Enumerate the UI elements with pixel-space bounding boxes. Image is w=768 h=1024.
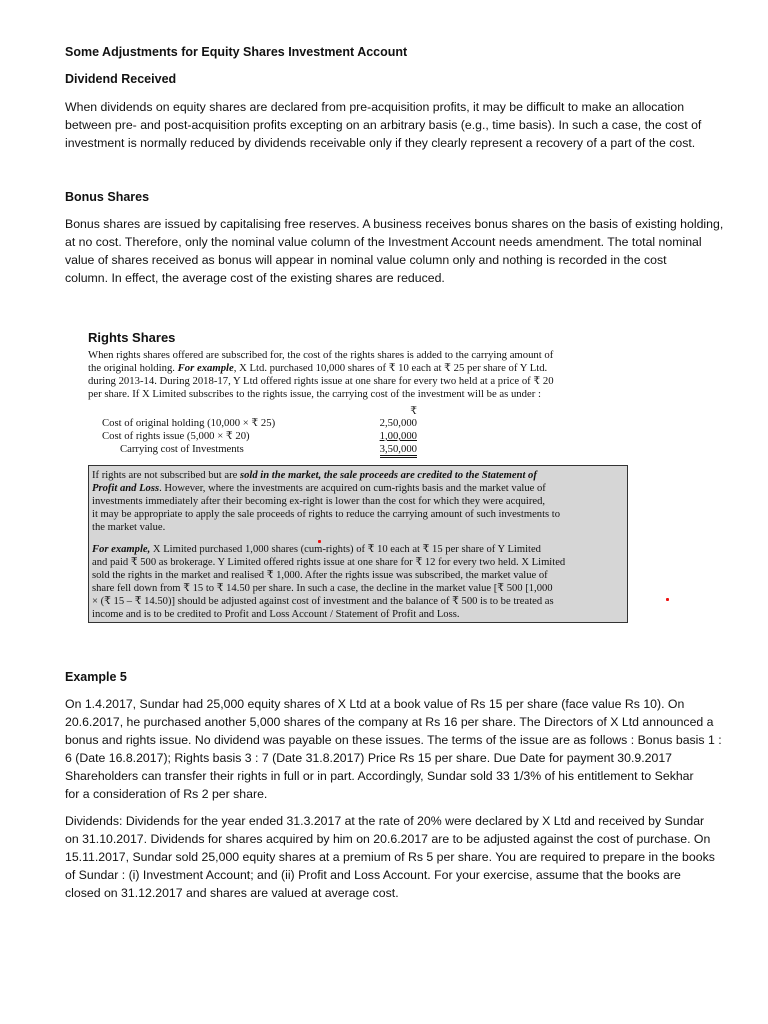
text-span: X Limited purchased 1,000 shares (cum-rights) of ₹ 10 each at ₹ 15 per share of Y Limited <box>150 544 541 555</box>
example-paragraph <box>92 543 628 621</box>
calc-label-carrying: Carrying cost of Investments <box>120 443 244 455</box>
text-span: the original holding. <box>88 362 178 374</box>
calc-label-original: Cost of original holding (10,000 × ₹ 25) <box>102 417 276 429</box>
text-span: , X Ltd. purchased 10,000 shares of ₹ 10 each at ₹ 25 per share of Y Ltd. <box>233 362 548 374</box>
note-paragraph <box>92 469 628 534</box>
dividends-paragraph <box>65 812 755 902</box>
text-line: on 31.10.2017. Dividends for shares acquired by him on 20.6.2017 are to be adjusted against the cost of purchase. On <box>65 832 711 846</box>
text-line: 15.11.2017, Sundar sold 25,000 equity shares at a premium of Rs 5 per share. You are required to prepare in the books <box>65 850 715 864</box>
heading-dividend-received: Dividend Received <box>65 72 177 86</box>
text-line: investment is normally reduced by dividends receivable only if they clearly represent a recovery of a part of the cost. <box>65 136 696 150</box>
text-line <box>88 362 638 375</box>
text-line <box>92 482 628 495</box>
text-line: during 2013-14. During 2018-17, Y Ltd offered rights issue at one share for every two held at a price of ₹ 20 <box>88 375 554 387</box>
underlined-amount: 1,00,000 <box>379 430 417 442</box>
text-line: at no cost. Therefore, only the nominal value column of the Investment Account needs amendment. The total nominal <box>65 235 702 249</box>
text-line: Dividends: Dividends for the year ended 31.3.2017 at the rate of 20% were declared by X Ltd and received by Sundar <box>65 814 705 828</box>
for-example-emphasis: For example, <box>92 544 151 555</box>
rights-shares-image <box>84 322 644 634</box>
dividend-paragraph <box>65 98 755 152</box>
text-line: it may be appropriate to apply the sale proceeds of rights to reduce the carrying amount of such investments to <box>92 509 561 520</box>
text-line: income and is to be credited to Profit and Loss Account / Statement of Profit and Loss. <box>92 609 460 620</box>
calc-label-rights: Cost of rights issue (5,000 × ₹ 20) <box>102 430 250 442</box>
calc-amount-rights <box>371 430 417 442</box>
page-title: Some Adjustments for Equity Shares Investment Account <box>65 45 408 59</box>
text-line: column. In effect, the average cost of the existing shares are reduced. <box>65 271 445 285</box>
text-line: between pre- and post-acquisition profits excepting on an arbitrary basis (e.g., time basis). In such a case, the cost of <box>65 118 702 132</box>
text-line: for a consideration of Rs 2 per share. <box>65 787 268 801</box>
rights-shares-title: Rights Shares <box>88 330 176 345</box>
text-line: per share. If X Limited subscribes to the rights issue, the carrying cost of the investment will be as under : <box>88 388 541 400</box>
text-line <box>92 543 628 556</box>
text-line: closed on 31.12.2017 and shares are valued at average cost. <box>65 886 399 900</box>
for-example-emphasis: For example <box>177 362 234 374</box>
text-line: 20.6.2017, he purchased another 5,000 shares of the company at Rs 16 per share. The Directors of X Ltd announced a <box>65 715 714 729</box>
text-line: the market value. <box>92 522 166 533</box>
text-line: value of shares received as bonus will appear in nominal value column only and nothing is recorded in the cost <box>65 253 667 267</box>
double-underlined-amount: 3,50,000 <box>380 443 417 458</box>
heading-example-5: Example 5 <box>65 670 127 684</box>
text-line: sold the rights in the market and realised ₹ 1,000. After the rights issue was subscribed, the market value of <box>92 570 548 581</box>
emphasis-text: Profit and Loss <box>92 483 160 494</box>
text-line: 6 (Date 16.8.2017); Rights basis 3 : 7 (Date 31.8.2017) Price Rs 15 per share. Due Date for payment 30.9.2017 <box>65 751 672 765</box>
rights-intro <box>88 349 638 401</box>
text-line: × (₹ 15 – ₹ 14.50)] should be adjusted against cost of investment and the balance of ₹ 500 is to be treated as <box>92 596 554 607</box>
text-line: When dividends on equity shares are declared from pre-acquisition profits, it may be difficult to make an allocation <box>65 100 685 114</box>
red-dot-mark <box>666 598 669 601</box>
text-line: Bonus shares are issued by capitalising free reserves. A business receives bonus shares on the basis of existing holding, <box>65 217 724 231</box>
emphasis-text: sold in the market, the sale proceeds are credited to the Statement of <box>239 470 537 481</box>
bonus-paragraph <box>65 215 755 287</box>
text-line: share fell down from ₹ 15 to ₹ 14.50 per share. In such a case, the decline in the market value [₹ 500 [1,000 <box>92 583 553 594</box>
text-line: bonus and rights issue. No dividend was payable on these issues. The terms of the issue are as follows : Bonus basis 1 : <box>65 733 722 747</box>
example-5-paragraph <box>65 695 755 803</box>
text-line <box>92 469 628 482</box>
calc-amount-original: 2,50,000 <box>379 417 417 429</box>
currency-symbol: ₹ <box>410 405 417 417</box>
text-line: Shareholders can transfer their rights in full or in part. Accordingly, Sundar sold 33 1/3% of his entitlement to Sekhar <box>65 769 694 783</box>
text-line: and paid ₹ 500 as brokerage. Y Limited offered rights issue at one share for ₹ 12 for every two held. X Limited <box>92 557 566 568</box>
text-line: investments immediately after their becoming ex-right is lower than the cost for which they were acquired, <box>92 496 546 507</box>
text-line: When rights shares offered are subscribed for, the cost of the rights shares is added to the carrying amount of <box>88 349 554 361</box>
rights-note-box <box>88 465 628 623</box>
red-dot-mark <box>318 540 321 543</box>
text-line: On 1.4.2017, Sundar had 25,000 equity shares of X Ltd at a book value of Rs 15 per share (face value Rs 10). On <box>65 697 685 711</box>
text-span: . However, where the investments are acquired on cum-rights basis and the market value of <box>159 483 546 494</box>
calc-amount-carrying <box>371 443 417 455</box>
heading-bonus-shares: Bonus Shares <box>65 190 150 204</box>
text-span: If rights are not subscribed but are <box>92 470 240 481</box>
text-line: of Sundar : (i) Investment Account; and (ii) Profit and Loss Account. For your exercise, assume that the books are <box>65 868 681 882</box>
